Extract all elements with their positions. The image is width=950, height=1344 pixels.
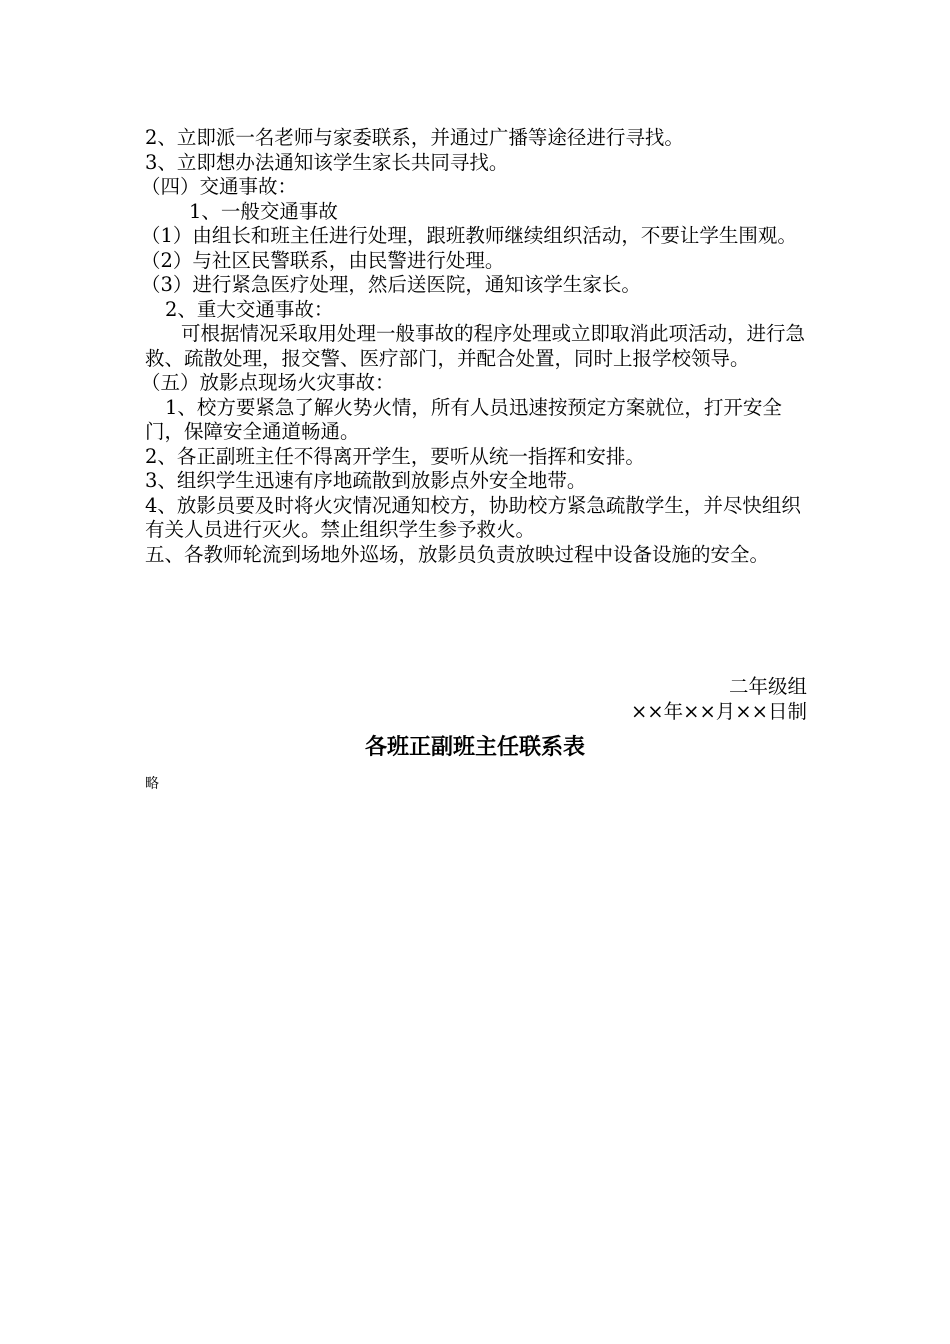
paragraph-minor-accident-step-3: （3）进行紧急医疗处理，然后送医院，通知该学生家长。 [141, 273, 641, 296]
paragraph-teacher-patrol: 五、各教师轮流到场地外巡场，放影员负责放映过程中设备设施的安全。 [145, 542, 770, 566]
document-body [141, 126, 810, 567]
paragraph-fire-step-1-text: 1、校方要紧急了解火势火情，所有人员迅速按预定方案就位，打开安全门，保障安全通道畅通。 [145, 395, 782, 443]
paragraph-fire-step-2: 2、各正副班主任不得离开学生，要听从统一指挥和安排。 [145, 444, 645, 468]
paragraph-fire-step-3: 3、组织学生迅速有序地疏散到放影点外安全地带。 [145, 469, 587, 492]
subheading-major-traffic-accident: 2、重大交通事故： [165, 297, 334, 321]
contact-table-omitted-note: 略 [145, 776, 159, 792]
paragraph-contact-parent-committee: 2、立即派一名老师与家委联系，并通过广播等途径进行寻找。 [145, 126, 684, 149]
signature-block [631, 674, 807, 724]
paragraph-major-accident-handling [145, 322, 810, 371]
contact-table-title: 各班正副班主任联系表 [364, 735, 585, 760]
signature-org: 二年级组 [728, 675, 807, 698]
paragraph-notify-parents: 3、立即想办法通知该学生家长共同寻找。 [145, 150, 509, 174]
paragraph-major-accident-text: 可根据情况采取用处理一般事故的程序处理或立即取消此项活动，进行急救、疏散处理，报交警、医疗部门，并配合处置，同时上报学校领导。 [145, 322, 806, 370]
subheading-minor-traffic-accident: 1、一般交通事故 [189, 199, 338, 223]
paragraph-fire-step-4: 4、放影员要及时将火灾情况通知校方，协助校方紧急疏散学生，并尽快组织有关人员进行灭火。禁止组织学生参予救火。 [145, 493, 801, 541]
section-heading-fire-accident: （五）放影点现场火灾事故： [141, 371, 395, 394]
paragraph-minor-accident-step-2: （2）与社区民警联系，由民警进行处理。 [141, 248, 505, 272]
paragraph-fire-step-1 [145, 396, 810, 445]
signature-date: ××年××月××日制 [630, 700, 807, 723]
paragraph-minor-accident-step-1: （1）由组长和班主任进行处理，跟班教师继续组织活动，不要让学生围观。 [141, 224, 797, 247]
section-heading-traffic-accident: （四）交通事故： [141, 175, 298, 198]
